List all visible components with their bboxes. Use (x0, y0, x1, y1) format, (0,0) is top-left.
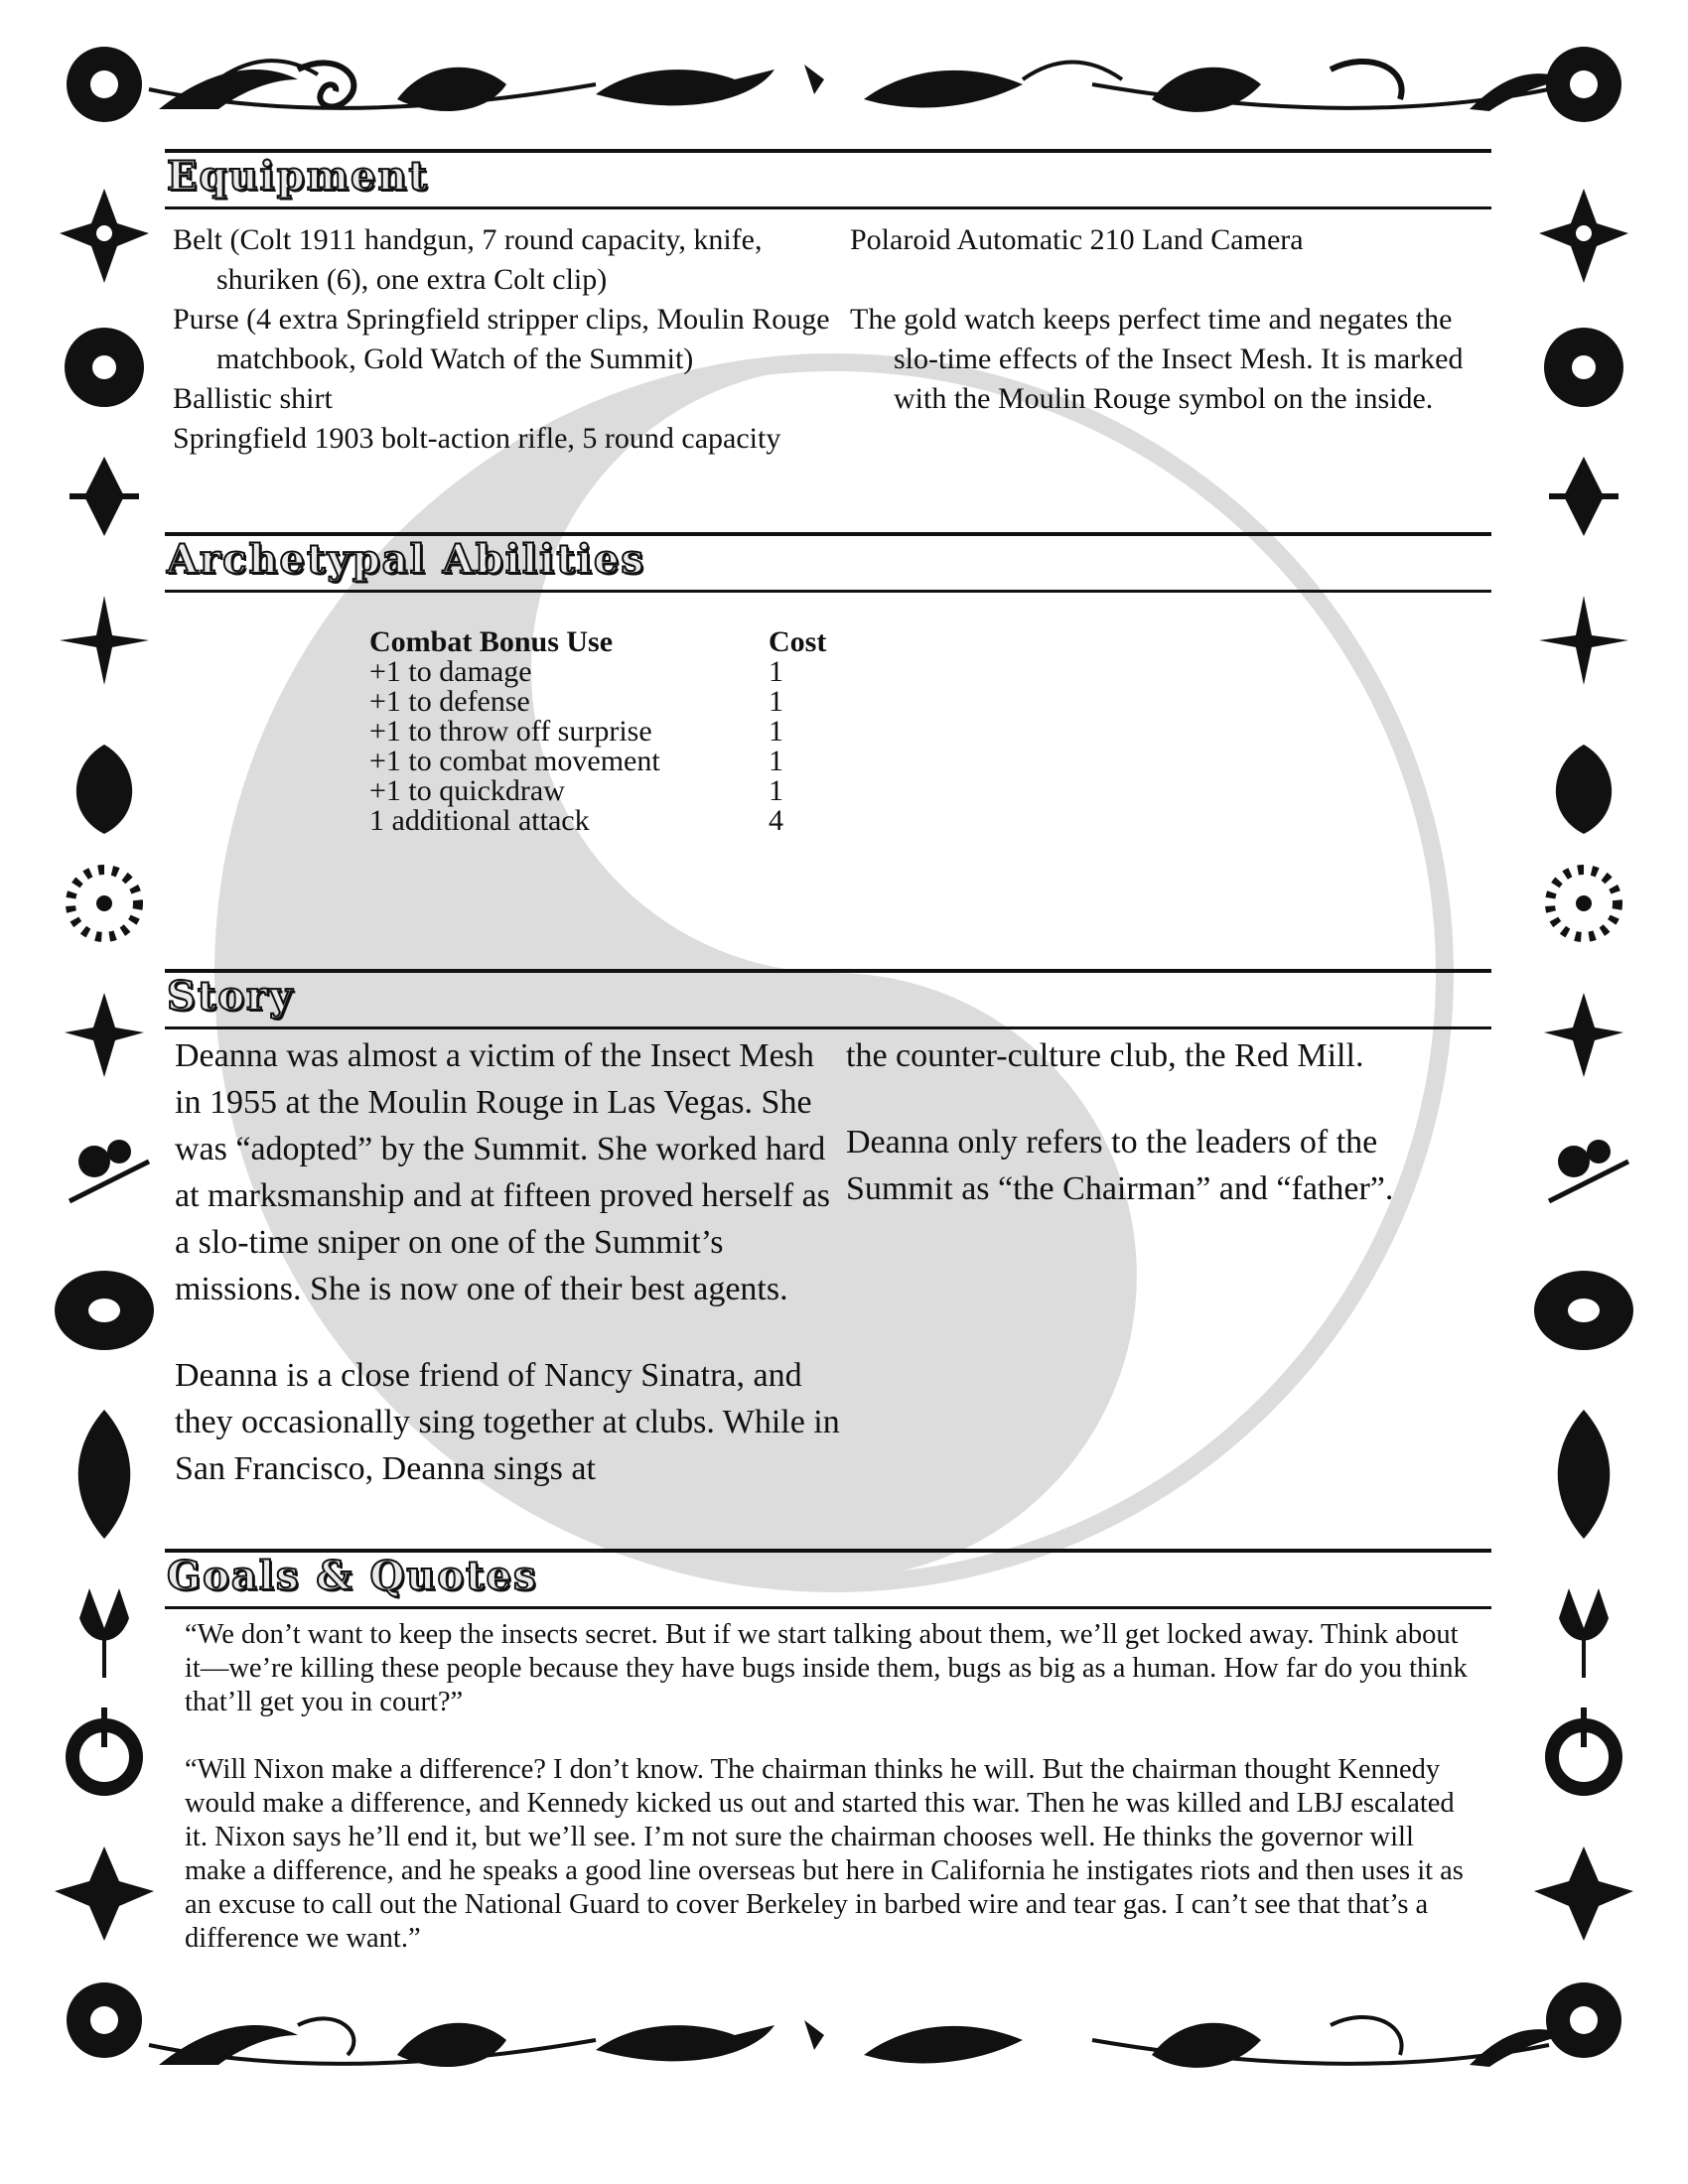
ability-cost: 1 (769, 685, 783, 718)
star-flower-icon (1539, 189, 1628, 283)
berry-sprig-icon (70, 1140, 149, 1201)
rose-icon (55, 1271, 154, 1350)
col-header-use: Combat Bonus Use (369, 625, 614, 658)
rose-icon (67, 1982, 142, 2058)
ability-use: +1 to combat movement (369, 745, 660, 777)
star-flower-icon (1544, 993, 1623, 1077)
star-flower-icon (65, 993, 144, 1077)
rose-icon (1546, 47, 1621, 122)
star-flower-icon (60, 189, 149, 283)
section-rule (165, 969, 1491, 973)
ring-flower-icon (1552, 1707, 1616, 1789)
story-left-column (175, 1032, 840, 1492)
daisy-icon (1544, 328, 1623, 407)
fern-icon (78, 1410, 131, 1539)
ability-cost: 4 (769, 804, 783, 837)
ability-use: +1 to throw off surprise (369, 715, 652, 748)
starburst-icon (1539, 596, 1628, 685)
leaf-sprig-icon (1549, 457, 1618, 536)
rose-icon (1546, 1982, 1621, 2058)
quote-paragraph: “We don’t want to keep the insects secret. But if we start talking about them, we’ll get locked away. Think about it—we’re killing these people because they have bugs inside them, bugs as big as a human. How far do you think that’ll get you in court?” (185, 1619, 1468, 1717)
section-rule (165, 1026, 1491, 1029)
ability-row (369, 657, 848, 687)
right-flower-border (1529, 40, 1638, 2085)
story-right-column (846, 1032, 1481, 1212)
lotus-icon (76, 745, 132, 834)
tulip-icon (79, 1588, 129, 1678)
story-heading: Story (167, 973, 295, 1020)
section-rule (165, 206, 1491, 209)
equipment-left-column (173, 220, 838, 459)
ability-cost: 1 (769, 745, 783, 777)
lotus-icon (1556, 745, 1612, 834)
ability-cost: 1 (769, 655, 783, 688)
ability-use: +1 to defense (369, 685, 530, 718)
quote-paragraph: “Will Nixon make a difference? I don’t know. The chairman thinks he will. But the chairman thought Kennedy would make a difference, and Kennedy kicked us out and started this war. Then he was killed and LBJ escalated it. Nixon says he’ll end it, but we’ll see. I’m not sure the chairman chooses well. He thinks the governor will make a difference, and he speaks a good line overseas but here in California he instigates riots and then uses it as an excuse to call out the National Guard to cover Berkeley in barbed wire and tear gas. I can’t see that that’s a difference we want.” (185, 1754, 1464, 1954)
ability-row (369, 687, 848, 717)
ability-row (369, 776, 848, 806)
rose-icon (67, 47, 142, 122)
rose-icon (1534, 1271, 1633, 1350)
section-rule (165, 590, 1491, 593)
bottom-scroll-border (40, 1995, 1648, 2085)
starburst-icon (60, 596, 149, 685)
equipment-item: Ballistic shirt (173, 382, 333, 415)
daisy-icon (65, 328, 144, 407)
leaf-sprig-icon (70, 457, 139, 536)
ability-row (369, 806, 848, 836)
ring-flower-icon (72, 1707, 136, 1789)
abilities-table (369, 627, 848, 836)
ability-cost: 1 (769, 774, 783, 807)
goals-heading: Goals & Quotes (167, 1553, 538, 1599)
section-rule (165, 1606, 1491, 1609)
equipment-item: Polaroid Automatic 210 Land Camera (850, 223, 1304, 256)
ability-cost: 1 (769, 715, 783, 748)
fern-icon (1558, 1410, 1611, 1539)
equipment-heading: Equipment (167, 153, 430, 200)
ability-row (369, 717, 848, 747)
star-flower-icon (1534, 1846, 1633, 1941)
col-header-cost: Cost (769, 625, 827, 658)
dotted-burst-icon (1550, 870, 1618, 937)
quotes-block (185, 1618, 1476, 1956)
equipment-item: Purse (4 extra Springfield stripper clips, Moulin Rouge matchbook, Gold Watch of the Summit) (173, 303, 830, 375)
equipment-right-column (850, 220, 1495, 419)
equipment-item: Springfield 1903 bolt-action rifle, 5 round capacity (173, 422, 781, 455)
ability-use: +1 to quickdraw (369, 774, 565, 807)
abilities-header-row (369, 627, 848, 657)
abilities-heading: Archetypal Abilities (167, 536, 645, 583)
left-flower-border (50, 40, 159, 2085)
dotted-burst-icon (70, 870, 138, 937)
story-paragraph: Deanna only refers to the leaders of the Summit as “the Chairman” and “father”. (846, 1124, 1394, 1207)
berry-sprig-icon (1549, 1140, 1628, 1201)
equipment-note: The gold watch keeps perfect time and negates the slo-time effects of the Insect Mesh. It is marked with the Moulin Rouge symbol on the inside. (850, 303, 1464, 415)
top-scroll-border (40, 40, 1648, 129)
ability-row (369, 747, 848, 776)
ability-use: 1 additional attack (369, 804, 590, 837)
equipment-item: Belt (Colt 1911 handgun, 7 round capacity, knife, shuriken (6), one extra Colt clip) (173, 223, 763, 296)
ability-use: +1 to damage (369, 655, 532, 688)
tulip-icon (1559, 1588, 1609, 1678)
story-paragraph: the counter-culture club, the Red Mill. (846, 1037, 1364, 1074)
story-paragraph: Deanna was almost a victim of the Insect Mesh in 1955 at the Moulin Rouge in Las Vegas. She was “adopted” by the Summit. She worked hard at marksmanship and at fifteen proved herself as a slo-time sniper on one of the Summit’s missions. She is now one of their best agents. (175, 1037, 830, 1307)
story-paragraph: Deanna is a close friend of Nancy Sinatra, and they occasionally sing together at clubs. While in San Francisco, Deanna sings at (175, 1357, 840, 1487)
star-flower-icon (55, 1846, 154, 1941)
